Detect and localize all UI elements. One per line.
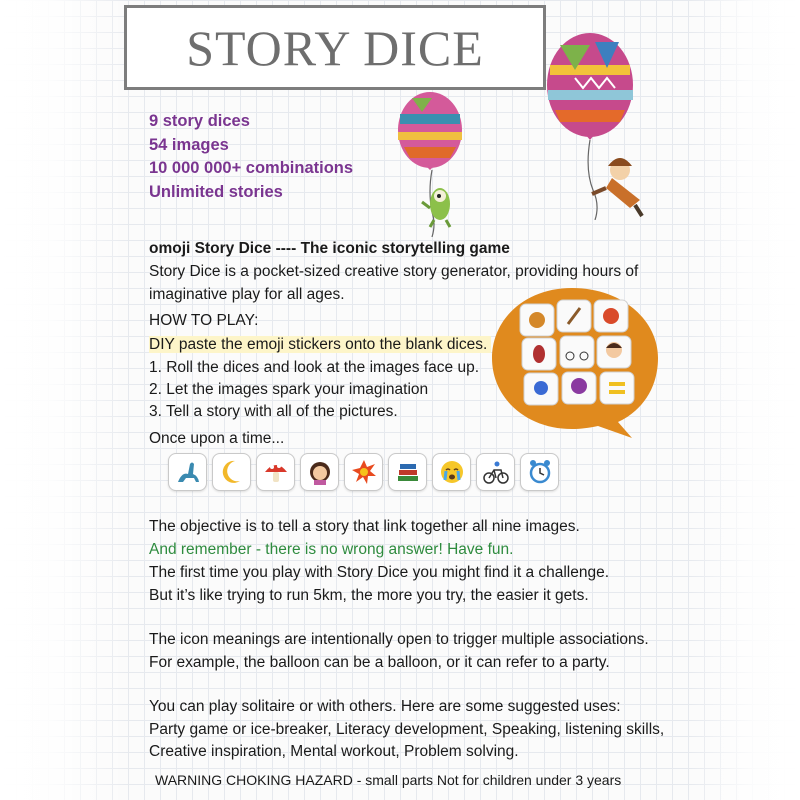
- diy-instruction: DIY paste the emoji stickers onto the blank dices.: [149, 336, 491, 353]
- intro-line-2: imaginative play for all ages.: [149, 286, 345, 303]
- kid-character-right-icon: [580, 150, 650, 220]
- cyclist-icon: [482, 458, 510, 486]
- emoji-tile: [168, 453, 207, 491]
- title-banner: [124, 5, 546, 90]
- challenge-line: The first time you play with Story Dice you might find it a challenge.: [149, 564, 610, 581]
- emoji-tile: [476, 453, 515, 491]
- icon-meanings-line: The icon meanings are intentionally open to trigger multiple associations.: [149, 631, 649, 648]
- uses-line-1: Party game or ice-breaker, Literacy development, Speaking, listening skills,: [149, 721, 665, 738]
- dice-grid: [520, 300, 634, 405]
- play-modes-line: You can play solitaire or with others. Here are some suggested uses:: [149, 698, 621, 715]
- left-fade: [0, 0, 130, 800]
- mushroom-icon: [262, 458, 290, 486]
- emoji-tile: [212, 453, 251, 491]
- emoji-tile: [256, 453, 295, 491]
- intro-headline: omoji Story Dice ---- The iconic storytelling game: [149, 240, 510, 257]
- once-upon-a-time: Once upon a time...: [149, 430, 285, 447]
- diy-line-wrapper: [149, 334, 491, 356]
- stat-unlimited: Unlimited stories: [149, 182, 283, 201]
- balloon-example-line: For example, the balloon can be a balloon, or it can refer to a party.: [149, 654, 610, 671]
- choking-hazard-warning: WARNING CHOKING HAZARD - small parts Not for children under 3 years: [155, 772, 622, 788]
- right-fade: [690, 0, 800, 800]
- dinosaur-icon: [174, 458, 202, 486]
- girl-face-icon: [306, 458, 334, 486]
- emoji-tile: [344, 453, 383, 491]
- explosion-icon: [350, 458, 378, 486]
- emoji-tile: [388, 453, 427, 491]
- stat-image-count: 54 images: [149, 135, 229, 154]
- step-3: 3. Tell a story with all of the pictures.: [149, 403, 398, 420]
- no-wrong-answer-line: And remember - there is no wrong answer! Have fun.: [149, 541, 514, 558]
- step-2: 2. Let the images spark your imagination: [149, 381, 429, 398]
- practice-line: But it’s like trying to run 5km, the more you try, the easier it gets.: [149, 587, 589, 604]
- kid-character-left-icon: [418, 180, 458, 228]
- uses-line-2: Creative inspiration, Mental workout, Problem solving.: [149, 743, 519, 760]
- how-to-play-heading: HOW TO PLAY:: [149, 312, 259, 329]
- alarm-clock-icon: [526, 458, 554, 486]
- page-title: STORY DICE: [186, 19, 484, 76]
- emoji-tile: [520, 453, 559, 491]
- books-icon: [394, 458, 422, 486]
- emoji-row: [168, 453, 559, 491]
- stats-list: [149, 110, 353, 204]
- emoji-tile: [300, 453, 339, 491]
- stat-combinations: 10 000 000+ combinations: [149, 159, 354, 178]
- intro-line-1: Story Dice is a pocket-sized creative story generator, providing hours of: [149, 263, 639, 280]
- crescent-moon-icon: [218, 458, 246, 486]
- objective-line: The objective is to tell a story that link together all nine images.: [149, 518, 580, 535]
- crying-face-icon: [438, 458, 466, 486]
- dice-speech-bubble: [490, 286, 660, 441]
- stat-dice-count: 9 story dices: [149, 112, 250, 130]
- emoji-tile: [432, 453, 471, 491]
- step-1: 1. Roll the dices and look at the images face up.: [149, 359, 480, 376]
